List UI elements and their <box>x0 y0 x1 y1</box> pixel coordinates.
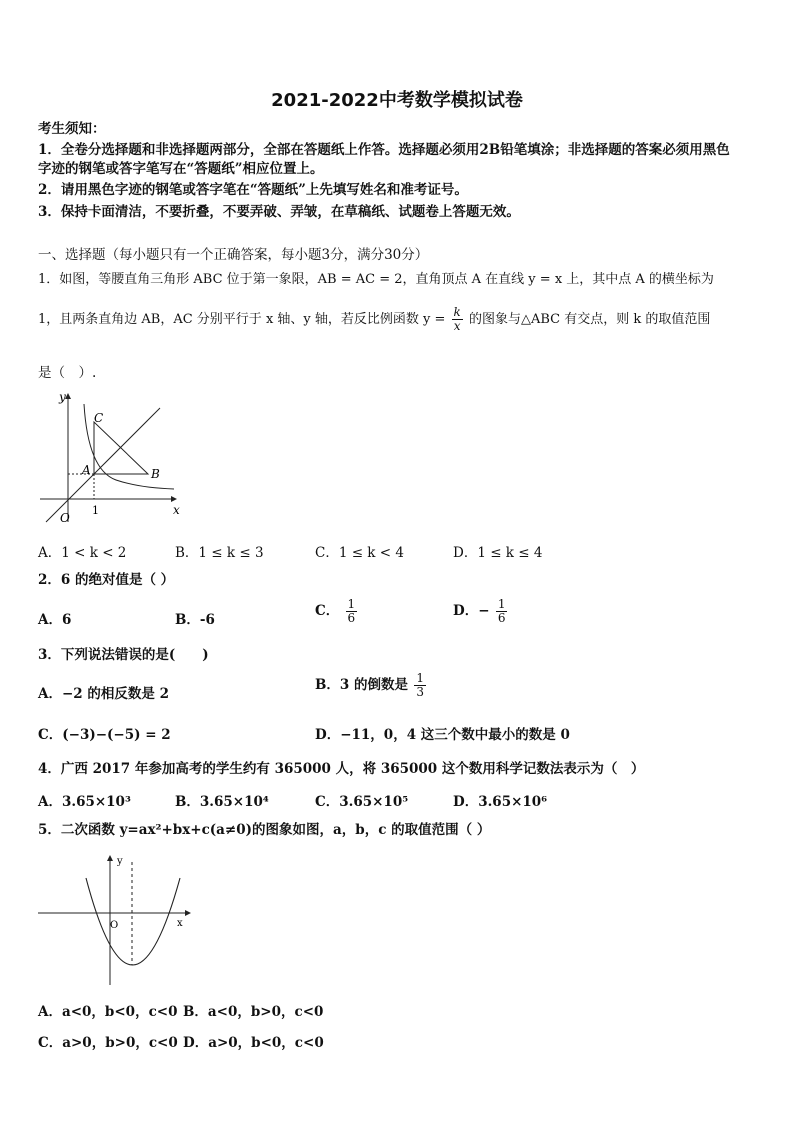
notice-line-3: 2．请用黑色字迹的钢笔或答字笔在“答题纸”上先填写姓名和准考证号。 <box>38 182 468 198</box>
q1-line-1: 1．如图，等腰直角三角形 ABC 位于第一象限，AB = AC = 2，直角顶点 A 在直线 y = x 上，其中点 A 的横坐标为 <box>38 272 714 287</box>
q1-fraction <box>452 306 463 333</box>
q5-option-d[interactable]: D．a>0，b<0，c<0 <box>183 1035 324 1051</box>
q4-stem: 4．广西 2017 年参加高考的学生约有 365000 人，将 365000 这个数用科学记数法表示为（ ） <box>38 761 645 777</box>
q2-option-a[interactable]: A．6 <box>38 612 72 628</box>
q2-option-d-num: 1 <box>497 597 506 611</box>
q1-line-2a: 1，且两条直角边 AB，AC 分别平行于 x 轴、y 轴，若反比例函数 y = <box>38 312 446 327</box>
q1-option-d[interactable]: D．1 ≤ k ≤ 4 <box>453 545 543 561</box>
q1-option-b[interactable]: B．1 ≤ k ≤ 3 <box>175 545 264 561</box>
q1-frac-den: x <box>453 319 461 333</box>
q5-label-o: O <box>110 920 119 931</box>
q3-option-b[interactable] <box>315 672 428 699</box>
q3-option-a[interactable]: A．−2 的相反数是 2 <box>38 686 169 702</box>
q5-label-x: x <box>177 918 183 929</box>
q1-label-b: B <box>151 467 160 481</box>
q1-frac-num: k <box>453 305 461 319</box>
q3-stem: 3．下列说法错误的是( ) <box>38 647 209 663</box>
q3-option-b-frac <box>414 672 426 699</box>
q3-option-b-num: 1 <box>416 671 424 685</box>
q1-label-c: C <box>94 411 104 425</box>
q1-line-y-eq-x <box>46 408 160 522</box>
q3-option-b-text: B．3 的倒数是 <box>315 677 409 693</box>
q1-label-y: y <box>59 390 66 404</box>
q1-line-3: 是（ ）. <box>38 365 97 381</box>
q1-option-a[interactable]: A．1 < k < 2 <box>38 545 127 561</box>
q4-option-d[interactable]: D．3.65×10⁶ <box>453 794 548 810</box>
q5-option-b[interactable]: B．a<0，b>0，c<0 <box>183 1004 324 1020</box>
q4-option-c[interactable]: C．3.65×10⁵ <box>315 794 409 810</box>
notice-heading: 考生须知： <box>38 121 106 137</box>
q4-option-a[interactable]: A．3.65×10³ <box>38 794 131 810</box>
q2-option-c-frac <box>346 598 358 625</box>
page-title: 2021-2022中考数学模拟试卷 <box>271 90 523 111</box>
q1-label-a: A <box>82 463 91 477</box>
q2-option-c-den: 6 <box>347 611 356 625</box>
q5-stem: 5．二次函数 y=ax²+bx+c(a≠0)的图象如图，a，b，c 的取值范围（ ） <box>38 822 491 838</box>
q5-option-a[interactable]: A．a<0，b<0，c<0 <box>38 1004 178 1020</box>
q5-figure <box>34 850 200 990</box>
notice-line-4: 3．保持卡面清洁，不要折叠，不要弄破、弄皱，在草稿纸、试题卷上答题无效。 <box>38 204 520 220</box>
q5-label-y: y <box>117 856 123 867</box>
q5-parabola <box>86 878 180 965</box>
q1-label-o: O <box>60 511 70 525</box>
q2-option-c[interactable] <box>315 598 359 625</box>
q2-option-d-frac <box>496 598 508 625</box>
q2-option-d-label: D．− <box>453 603 490 619</box>
q1-label-one: 1 <box>92 504 99 517</box>
notice-line-1: 1．全卷分选择题和非选择题两部分，全部在答题纸上作答。选择题必须用2B铅笔填涂；非选择题的答案必须用黑色 <box>38 142 730 158</box>
q2-option-c-label: C． <box>315 603 340 619</box>
section-heading: 一、选择题（每小题只有一个正确答案，每小题3分，满分30分） <box>38 247 429 263</box>
q2-option-b[interactable]: B．-6 <box>175 612 215 628</box>
q3-option-c[interactable]: C．(−3)−(−5) = 2 <box>38 727 171 743</box>
q4-option-b[interactable]: B．3.65×10⁴ <box>175 794 269 810</box>
q1-figure <box>30 388 200 528</box>
q2-stem: 2．6 的绝对值是（ ） <box>38 572 175 588</box>
q1-option-c[interactable]: C．1 ≤ k < 4 <box>315 545 404 561</box>
q5-option-c[interactable]: C．a>0，b>0，c<0 <box>38 1035 178 1051</box>
q3-option-d[interactable]: D．−11，0，4 这三个数中最小的数是 0 <box>315 727 570 743</box>
q3-option-b-den: 3 <box>416 685 424 699</box>
q2-option-d[interactable] <box>453 598 509 625</box>
notice-line-2: 字迹的钢笔或答字笔写在“答题纸”相应位置上。 <box>38 161 324 177</box>
q1-line-2 <box>38 306 710 333</box>
q2-option-d-den: 6 <box>497 611 506 625</box>
q2-option-c-num: 1 <box>347 597 356 611</box>
q1-line-2b: 的图象与△ABC 有交点，则 k 的取值范围 <box>468 312 711 327</box>
q1-label-x: x <box>173 503 180 517</box>
